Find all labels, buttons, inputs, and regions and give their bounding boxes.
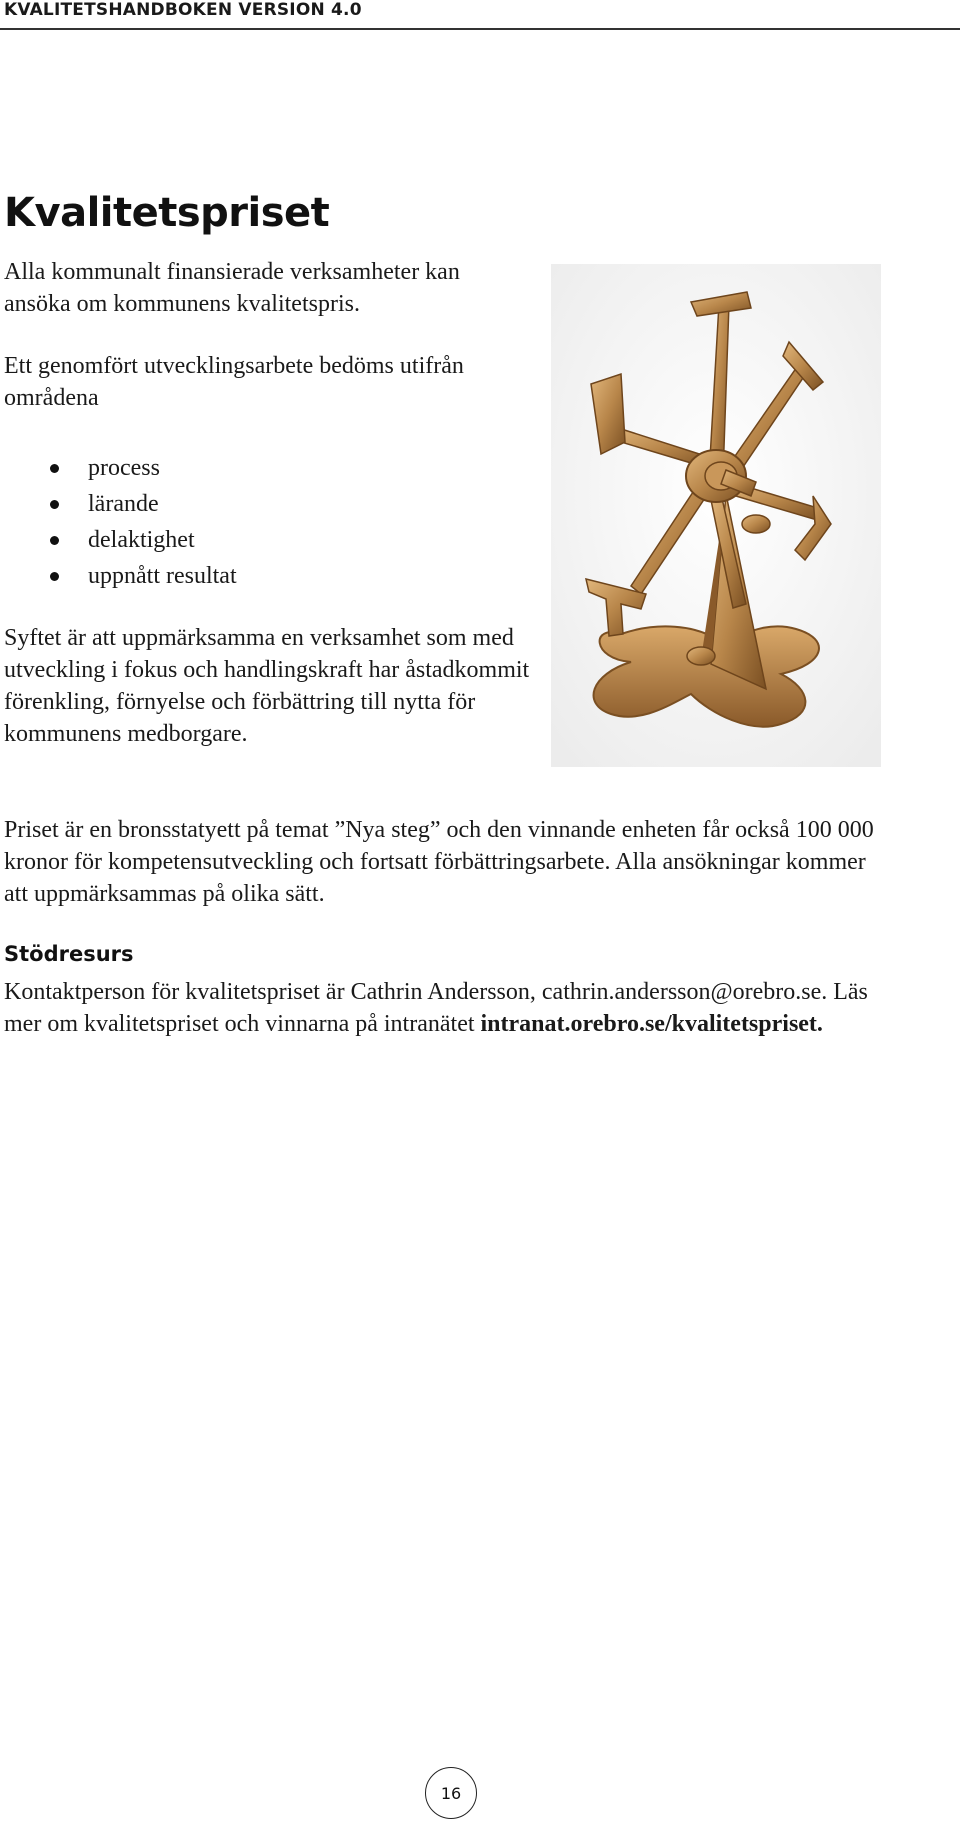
intranet-link[interactable]: intranat.orebro.se/kvalitetspriset. <box>480 1011 823 1037</box>
header-title: KVALITETSHANDBOKEN VERSION 4.0 <box>4 0 362 20</box>
assessment-areas-list <box>4 450 237 594</box>
list-item: lärande <box>4 486 237 522</box>
support-paragraph: Kontaktperson för kvalitetspriset är Cathrin Andersson, cathrin.andersson@orebro.se. Läs mer om kvalitetspriset och vinnarna på intranätet intranat.orebro.se/kvalitetspriset. <box>4 979 868 1037</box>
intro-paragraph: Alla kommunalt finansierade verksamheter kan ansöka om kommunens kvalitetspris. <box>4 259 460 317</box>
bullet-icon <box>50 464 59 473</box>
list-item: process <box>4 450 237 486</box>
list-item: uppnått resultat <box>4 558 237 594</box>
page-title: Kvalitetspriset <box>4 190 330 236</box>
page-number: 16 <box>425 1767 477 1819</box>
bullet-icon <box>50 572 59 581</box>
prize-paragraph: Priset är en bronsstatyett på temat ”Nya steg” och den vinnande enheten får också 100 000 kronor för kompetensutveckling och fortsatt förbättringsarbete. Alla ansökningar kommer att uppmärksammas på olika sätt. <box>4 817 874 907</box>
purpose-paragraph: Syftet är att uppmärksamma en verksamhet som med utveckling i fokus och handlingskraft har åstadkommit förenkling, förnyelse och förbättring till nytta för kommunens medborgare. <box>4 625 530 747</box>
bullet-icon <box>50 536 59 545</box>
assessment-intro: Ett genomfört utvecklingsarbete bedöms utifrån områdena <box>4 353 464 411</box>
statuette-photo <box>551 264 881 767</box>
support-heading: Stödresurs <box>4 942 134 966</box>
bullet-icon <box>50 500 59 509</box>
list-item: delaktighet <box>4 522 237 558</box>
page-header <box>0 0 960 30</box>
